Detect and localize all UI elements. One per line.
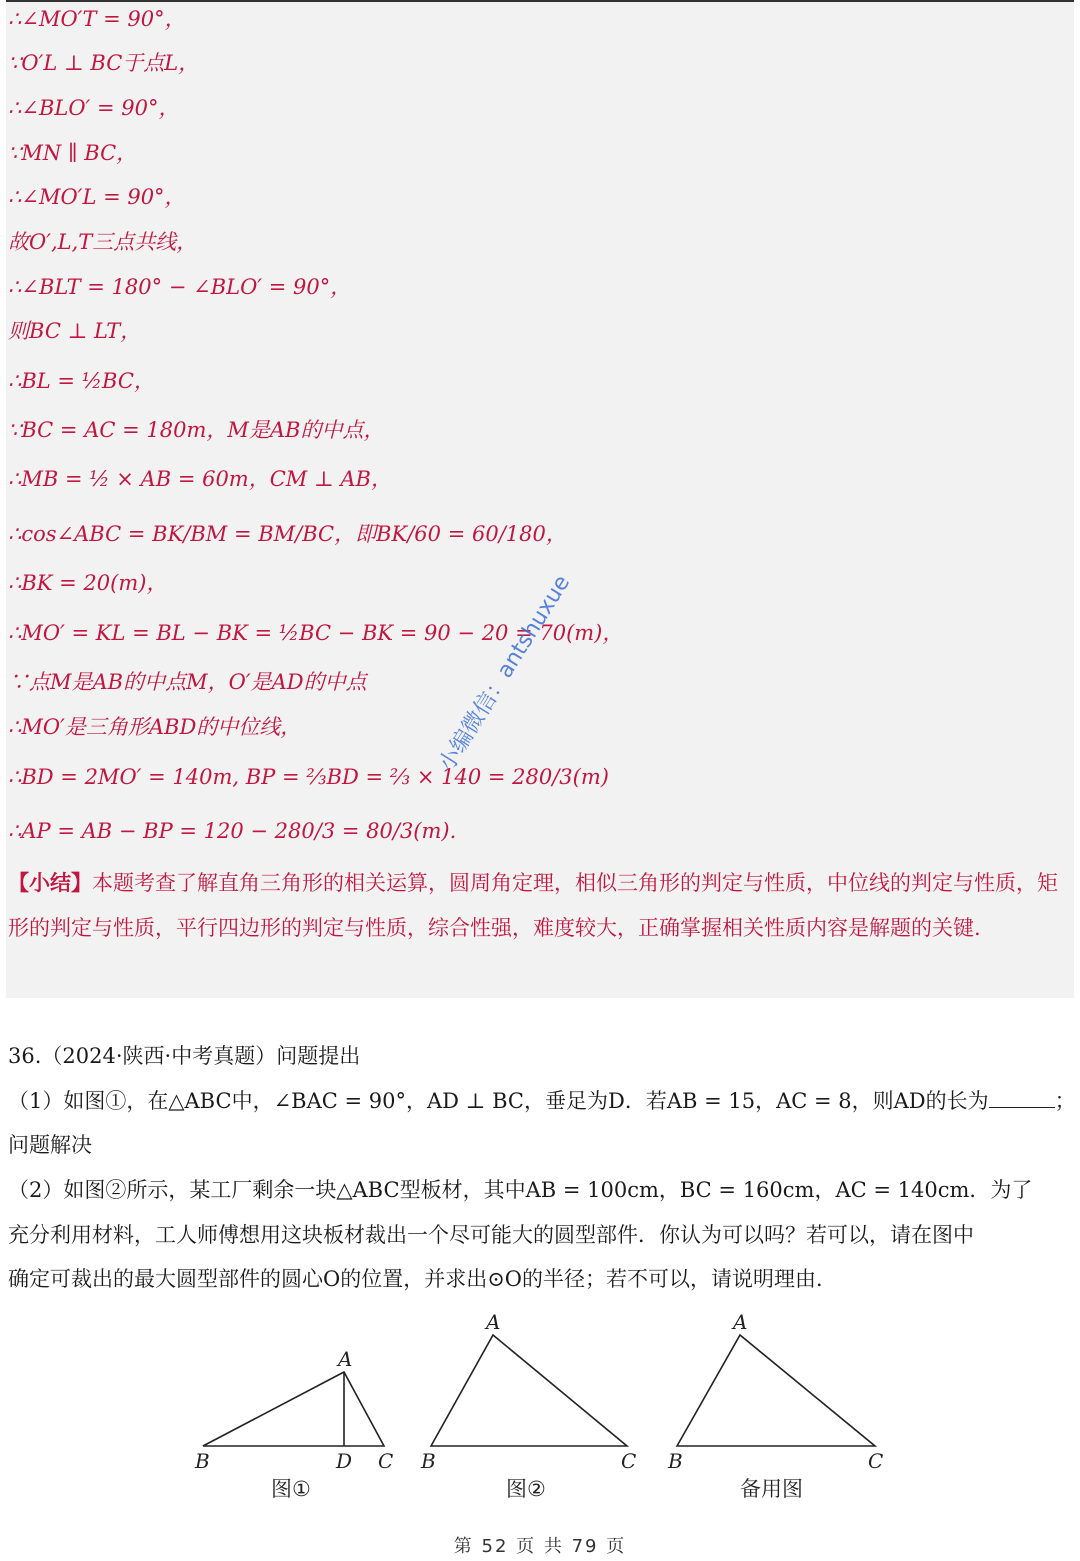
solution-line: ∴cos∠ABC = BK/BM = BM/BC，即BK/60 = 60/180， bbox=[8, 522, 567, 546]
problem-section-title: 问题解决 bbox=[8, 1133, 92, 1157]
label-A-spare: A bbox=[733, 1310, 748, 1334]
solution-line: ∴MO′是三角形ABD的中位线， bbox=[8, 715, 302, 739]
label-C-spare: C bbox=[868, 1449, 884, 1473]
label-B-fig1: B bbox=[195, 1449, 210, 1473]
solution-line: ∵MN ∥ BC， bbox=[8, 141, 138, 165]
solution-line: ∴BD = 2MO′ = 140m, BP = ⅔BD = ⅔ × 140 = 280/3(m) bbox=[8, 765, 609, 789]
answer-blank[interactable] bbox=[989, 1085, 1055, 1108]
label-C-fig2: C bbox=[621, 1449, 637, 1473]
figures bbox=[0, 1300, 1080, 1520]
triangle-abc-fig2 bbox=[431, 1335, 627, 1446]
solution-line: ∴MB = ½ × AB = 60m，CM ⊥ AB， bbox=[8, 467, 392, 491]
label-A-fig2: A bbox=[486, 1310, 501, 1334]
problem-part2-line3: 确定可裁出的最大圆型部件的圆心O的位置，并求出⊙O的半径；若不可以，请说明理由． bbox=[8, 1267, 838, 1291]
caption-spare: 备用图 bbox=[740, 1477, 803, 1501]
summary-tag: 【小结】 bbox=[8, 870, 92, 895]
problem-part2-line2: 充分利用材料，工人师傅想用这块板材裁出一个尽可能大的圆型部件．你认为可以吗？若可以，请在图中 bbox=[8, 1223, 974, 1247]
page-footer: 第 52 页 共 79 页 bbox=[453, 1536, 627, 1557]
triangle-abc-fig1 bbox=[203, 1372, 384, 1446]
problem-part1-end: ； bbox=[1054, 1089, 1076, 1113]
figure-spare bbox=[677, 1335, 875, 1446]
solution-line: ∴∠MO′L = 90°， bbox=[8, 185, 186, 209]
solution-line: ∵点M是AB的中点M，O′是AD的中点 bbox=[8, 670, 367, 694]
solution-line: ∴AP = AB − BP = 120 − 280/3 = 80/3(m). bbox=[8, 819, 457, 843]
solution-line: ∵BC = AC = 180m，M是AB的中点， bbox=[8, 418, 385, 442]
solution-line: ∴BK = 20(m)， bbox=[8, 571, 168, 595]
figure-1 bbox=[203, 1372, 384, 1446]
caption-fig1: 图① bbox=[271, 1477, 311, 1501]
summary-paragraph bbox=[8, 860, 1070, 951]
solution-line: ∴∠BLT = 180° − ∠BLO′ = 90°， bbox=[8, 275, 352, 299]
problem-header: 36.（2024·陕西·中考真题）问题提出 bbox=[8, 1044, 361, 1068]
solution-line: ∴∠BLO′ = 90°， bbox=[8, 96, 180, 120]
problem-part1-text: （1）如图①，在△ABC中，∠BAC = 90°，AD ⊥ BC，垂足为D．若AB = 15，AC = 8，则AD的长为 bbox=[8, 1089, 989, 1113]
problem-part2-line1: （2）如图②所示，某工厂剩余一块△ABC型板材，其中AB = 100cm，BC = 160cm，AC = 140cm．为了 bbox=[8, 1178, 1033, 1202]
figure-2 bbox=[431, 1335, 627, 1446]
solution-line: ∵O′L ⊥ BC于点L， bbox=[8, 51, 200, 75]
label-C-fig1: C bbox=[378, 1449, 394, 1473]
triangle-abc-spare bbox=[677, 1335, 875, 1446]
label-D-fig1: D bbox=[336, 1449, 353, 1473]
solution-line: ∴∠MO′T = 90°， bbox=[8, 7, 186, 31]
solution-line: ∴BL = ½BC， bbox=[8, 369, 155, 393]
watermark-text: 小编微信：antshuxue bbox=[434, 571, 576, 776]
label-B-spare: B bbox=[668, 1449, 683, 1473]
problem-part1 bbox=[8, 1084, 1076, 1118]
caption-fig2: 图② bbox=[506, 1477, 546, 1501]
solution-line: 则BC ⊥ LT， bbox=[8, 319, 142, 343]
solution-block bbox=[6, 2, 1074, 998]
summary-text: 本题考查了解直角三角形的相关运算，圆周角定理，相似三角形的判定与性质，中位线的判定与性质，矩形的判定与性质，平行四边形的判定与性质，综合性强，难度较大，正确掌握相关性质内容是解题的关键. bbox=[8, 871, 1058, 940]
label-B-fig2: B bbox=[421, 1449, 436, 1473]
label-A-fig1: A bbox=[338, 1347, 353, 1371]
solution-line: ∴MO′ = KL = BL − BK = ½BC − BK = 90 − 20 = 70(m)， bbox=[8, 621, 624, 645]
solution-line: 故O′,L,T三点共线， bbox=[8, 230, 198, 254]
